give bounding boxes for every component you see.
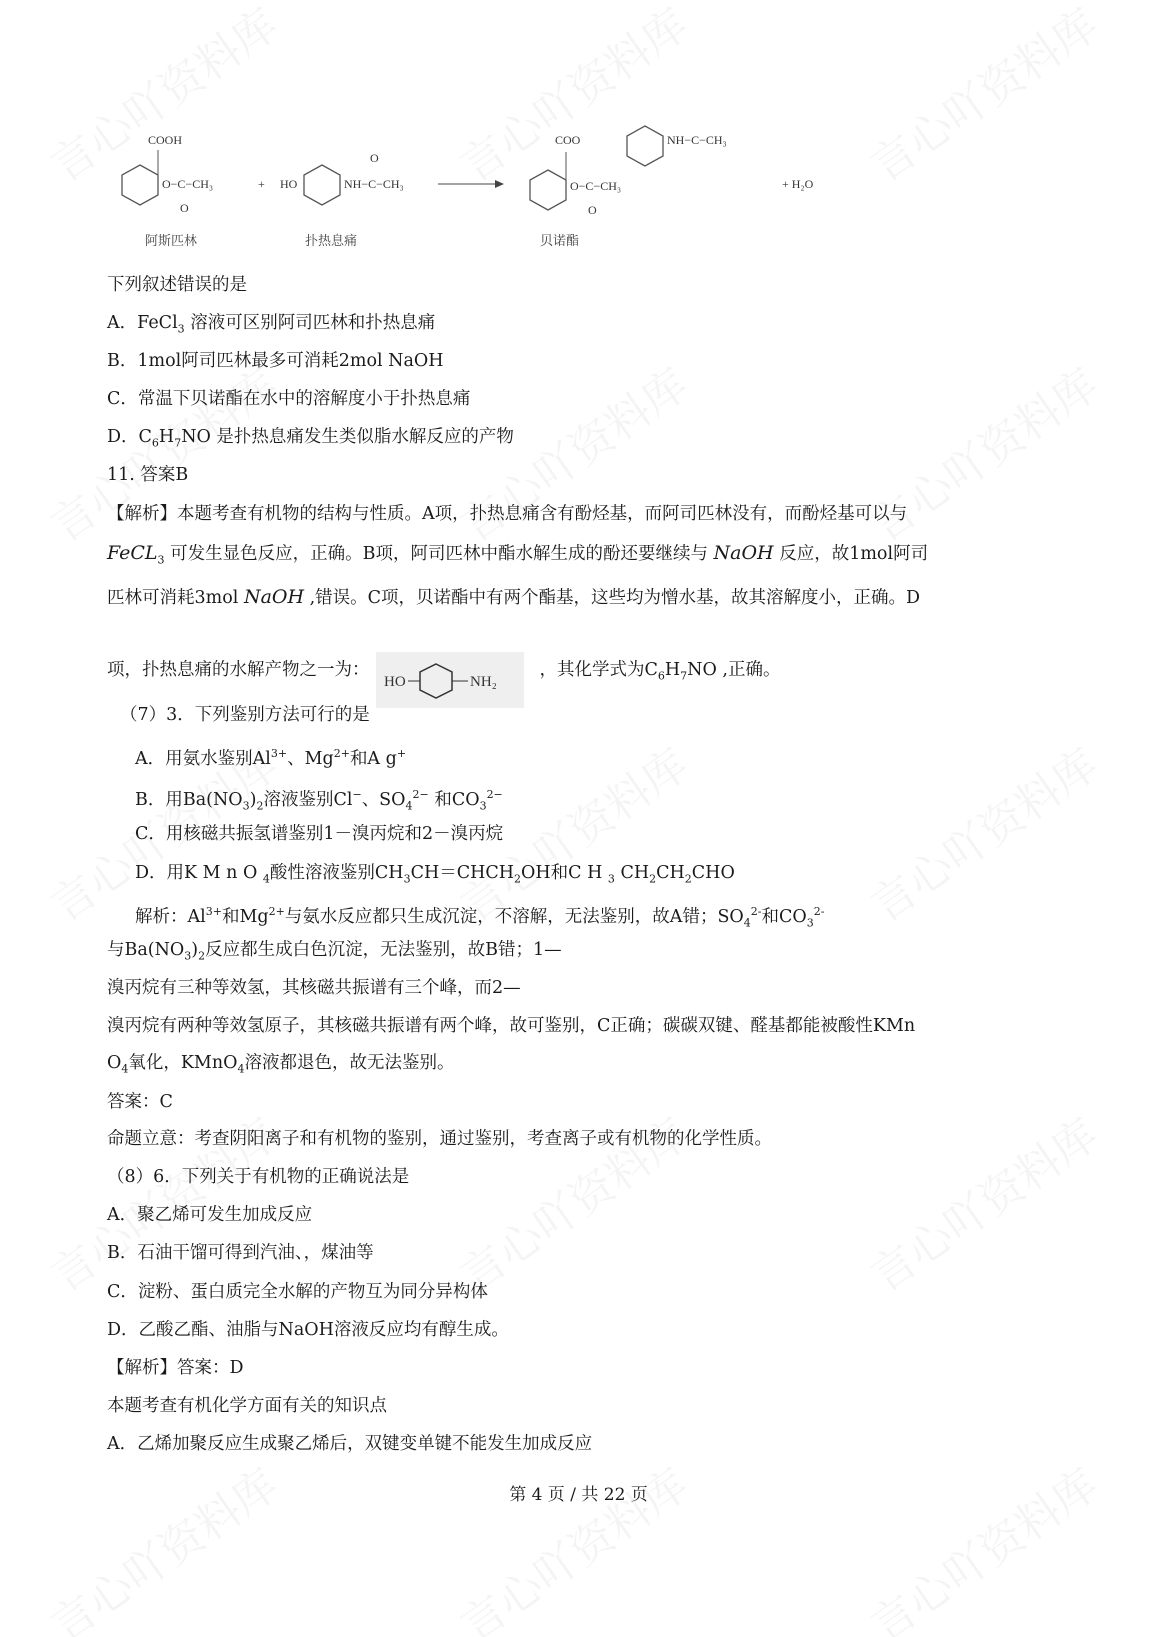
text-segment: 3+ xyxy=(270,747,288,760)
text-segment: 反应，故1mol阿司 xyxy=(773,544,929,564)
text-line xyxy=(107,312,435,341)
text-segment: − xyxy=(352,788,362,801)
text-segment: 3 xyxy=(177,322,185,336)
text-segment: A．聚乙烯可发生加成反应 xyxy=(107,1205,313,1225)
text-line xyxy=(107,464,188,486)
watermark xyxy=(856,0,1109,194)
text-segment: A．乙烯加聚反应生成聚乙烯后，双键变单键不能发生加成反应 xyxy=(107,1434,593,1454)
text-segment: 7 xyxy=(680,669,688,683)
text-segment: O xyxy=(107,1053,122,1073)
text-segment: 4 xyxy=(262,872,270,886)
svg-text:O−C−CH₃: O−C−CH₃ xyxy=(570,179,622,193)
text-segment: 、Mg xyxy=(287,748,334,769)
text-segment: H xyxy=(158,427,175,447)
text-segment: C．用核磁共振氢谱鉴别1－溴丙烷和2－溴丙烷 xyxy=(135,824,504,844)
svg-text:O−C−CH₃: O−C−CH₃ xyxy=(162,177,214,191)
text-segment: 解析：Al xyxy=(135,906,206,927)
svg-text:NH₂: NH₂ xyxy=(469,674,497,690)
text-segment: 2+ xyxy=(268,905,285,918)
svg-text:HO: HO xyxy=(280,177,298,191)
page-footer: 第 4 页 / 共 22 页 xyxy=(509,1485,648,1505)
watermark xyxy=(36,1450,289,1637)
svg-text:+: + xyxy=(258,177,265,191)
text-segment: A．用氨水鉴别Al xyxy=(135,748,271,769)
aspirin-structure xyxy=(122,133,265,249)
text-segment: 与Ba(NO xyxy=(107,940,185,960)
text-line xyxy=(107,1281,488,1303)
text-segment: 可发生显色反应，正确。B项，阿司匹林中酯水解生成的酚还要继续与 xyxy=(164,544,714,564)
text-line xyxy=(107,1015,915,1037)
text-segment: ，其化学式为C xyxy=(539,660,658,680)
benorilate-label: 贝诺酯 xyxy=(540,234,580,249)
text-segment: NO ,正确。 xyxy=(687,660,781,680)
text-segment: CHO xyxy=(691,863,735,883)
text-segment: 6 xyxy=(657,669,665,683)
watermark xyxy=(856,730,1109,934)
text-line xyxy=(107,542,928,572)
text-line xyxy=(107,388,470,410)
text-segment: 下列叙述错误的是 xyxy=(107,275,247,295)
paracetamol-label: 扑热息痛 xyxy=(305,234,358,249)
text-segment: 4 xyxy=(237,1062,245,1076)
text-segment: 2 xyxy=(514,872,522,886)
watermark xyxy=(856,1100,1109,1304)
reaction-diagram xyxy=(100,120,860,260)
text-segment: 溴丙烷有三种等效氢，其核磁共振谱有三个峰，而2— xyxy=(107,978,521,998)
text-segment: ,错误。C项，贝诺酯中有两个酯基，这些均为憎水基，故其溶解度小，正确。D xyxy=(304,588,921,608)
text-line xyxy=(107,1091,173,1113)
svg-text:O: O xyxy=(588,203,597,217)
text-segment: 、SO xyxy=(361,789,406,810)
text-segment: + xyxy=(396,747,407,760)
text-line xyxy=(107,977,521,999)
text-segment: 溶液鉴别Cl xyxy=(263,789,353,810)
text-segment: 【解析】本题考查有机物的结构与性质。A项，扑热息痛含有酚烃基，而阿司匹林没有，而酚烃基可以与 xyxy=(107,504,908,524)
text-line xyxy=(107,350,444,372)
text-segment: B．1mol阿司匹林最多可消耗2mol NaOH xyxy=(107,351,444,371)
text-line xyxy=(107,939,562,968)
text-line xyxy=(135,743,406,770)
text-line xyxy=(135,784,503,817)
text-segment: 和CO xyxy=(761,906,807,927)
text-segment: NaOH xyxy=(243,586,305,608)
text-line xyxy=(107,1395,387,1417)
text-segment: 2− xyxy=(412,788,429,801)
text-segment: 反应都生成白色沉淀，无法鉴别，故B错；1— xyxy=(205,940,562,960)
text-line xyxy=(107,1357,244,1379)
text-line xyxy=(107,1052,454,1081)
svg-text:HO: HO xyxy=(383,674,406,690)
text-segment: B．石油干馏可得到汽油、，煤油等 xyxy=(107,1243,374,1263)
text-segment: 酸性溶液鉴别CH xyxy=(269,863,404,883)
text-segment: 和A g xyxy=(349,748,397,769)
text-segment: ) xyxy=(191,940,199,960)
text-segment: 2 xyxy=(198,949,206,963)
text-segment: 3 xyxy=(479,799,487,813)
text-segment: 4 xyxy=(121,1062,129,1076)
svg-text:COO: COO xyxy=(555,133,581,147)
text-segment: C．淀粉、蛋白质完全水解的产物互为同分异构体 xyxy=(107,1282,488,1302)
text-line xyxy=(107,1166,409,1188)
watermark xyxy=(446,1450,699,1637)
text-segment: （7）3．下列鉴别方法可行的是 xyxy=(120,705,370,725)
text-line xyxy=(135,862,735,891)
text-segment: （8）6．下列关于有机物的正确说法是 xyxy=(107,1167,410,1187)
svg-text:COOH: COOH xyxy=(148,133,183,147)
text-segment: 氧化，KMnO xyxy=(128,1053,238,1073)
text-line xyxy=(107,1319,509,1341)
text-segment: 和CO xyxy=(428,789,480,810)
text-line xyxy=(107,1204,312,1226)
text-segment: D．C xyxy=(107,427,152,447)
text-segment: CH＝CHCH xyxy=(410,863,515,883)
text-segment: 11. 答案B xyxy=(107,465,189,485)
text-line xyxy=(107,503,907,525)
text-segment: A．FeCl xyxy=(107,313,178,333)
text-segment: NaOH xyxy=(713,542,774,564)
svg-text:NH−C−CH₃: NH−C−CH₃ xyxy=(344,177,404,191)
text-segment: 匹林可消耗3mol xyxy=(107,588,244,608)
text-line xyxy=(107,1433,592,1455)
text-segment: 3 xyxy=(403,872,411,886)
text-segment: D．乙酸乙酯、油脂与NaOH溶液反应均有醇生成。 xyxy=(107,1320,509,1340)
hydrolysis-product-structure xyxy=(376,652,524,708)
text-segment: 【解析】答案：D xyxy=(107,1358,244,1378)
text-segment: B．用Ba(NO xyxy=(135,789,243,810)
text-line xyxy=(135,901,824,934)
text-segment: 溶液都退色，故无法鉴别。 xyxy=(244,1053,455,1073)
text-segment: NO 是扑热息痛发生类似脂水解反应的产物 xyxy=(181,427,514,447)
text-segment: 与氨水反应都只生成沉淀，不溶解，无法鉴别，故A错；SO xyxy=(284,906,744,927)
aspirin-label: 阿斯匹林 xyxy=(145,234,198,249)
text-segment: 7 xyxy=(174,436,182,450)
text-segment: 6 xyxy=(151,436,159,450)
text-segment: 本题考查有机化学方面有关的知识点 xyxy=(107,1396,387,1416)
text-segment: 3+ xyxy=(205,905,222,918)
text-segment: OH和C H xyxy=(521,863,608,883)
svg-text:O: O xyxy=(180,201,189,215)
text-segment: 4 xyxy=(743,916,751,930)
text-line xyxy=(107,586,920,609)
text-segment: 2- xyxy=(750,905,762,918)
text-segment: 2 xyxy=(684,872,692,886)
text-line xyxy=(107,426,514,455)
text-segment: 3 xyxy=(184,949,192,963)
text-segment: 4 xyxy=(405,799,413,813)
text-segment: D．用K M n O xyxy=(135,863,263,883)
text-segment: CH xyxy=(656,863,685,883)
text-segment: 和Mg xyxy=(221,906,269,927)
text-line xyxy=(107,274,247,296)
svg-text:+ H₂O: + H₂O xyxy=(782,177,814,191)
text-segment: 溴丙烷有两种等效氢原子，其核磁共振谱有两个峰，故可鉴别，C正确；碳碳双键、醛基都能被酸性KMn xyxy=(107,1016,916,1036)
text-segment: 3 xyxy=(242,799,250,813)
svg-text:O: O xyxy=(370,151,379,165)
text-segment: ) xyxy=(249,789,257,810)
text-segment: 项，扑热息痛的水解产物之一为： xyxy=(107,660,370,680)
watermark xyxy=(856,1450,1109,1637)
text-segment: 2+ xyxy=(333,747,350,760)
benorilate-structure xyxy=(530,126,814,249)
text-line xyxy=(120,704,370,726)
text-segment: 2− xyxy=(486,788,503,801)
text-segment: 2- xyxy=(813,905,825,918)
text-segment: 2 xyxy=(649,872,657,886)
text-segment: 答案：C xyxy=(107,1092,173,1112)
text-line xyxy=(135,823,503,845)
text-segment: 3 xyxy=(806,916,814,930)
paracetamol-structure xyxy=(280,151,404,249)
svg-text:NH−C−CH₃: NH−C−CH₃ xyxy=(667,133,727,147)
text-segment: FeCL xyxy=(107,542,158,564)
text-line xyxy=(107,1242,374,1264)
text-segment: 溶液可区别阿司匹林和扑热息痛 xyxy=(184,313,436,333)
text-segment: H xyxy=(664,660,681,680)
text-segment: 3 xyxy=(157,553,165,567)
text-segment: 命题立意：考查阴阳离子和有机物的鉴别，通过鉴别，考查离子或有机物的化学性质。 xyxy=(107,1129,772,1149)
text-segment: 2 xyxy=(256,799,264,813)
text-segment: 3 xyxy=(607,872,615,886)
text-segment: C．常温下贝诺酯在水中的溶解度小于扑热息痛 xyxy=(107,389,471,409)
text-line xyxy=(107,1128,772,1150)
text-segment: CH xyxy=(614,863,650,883)
